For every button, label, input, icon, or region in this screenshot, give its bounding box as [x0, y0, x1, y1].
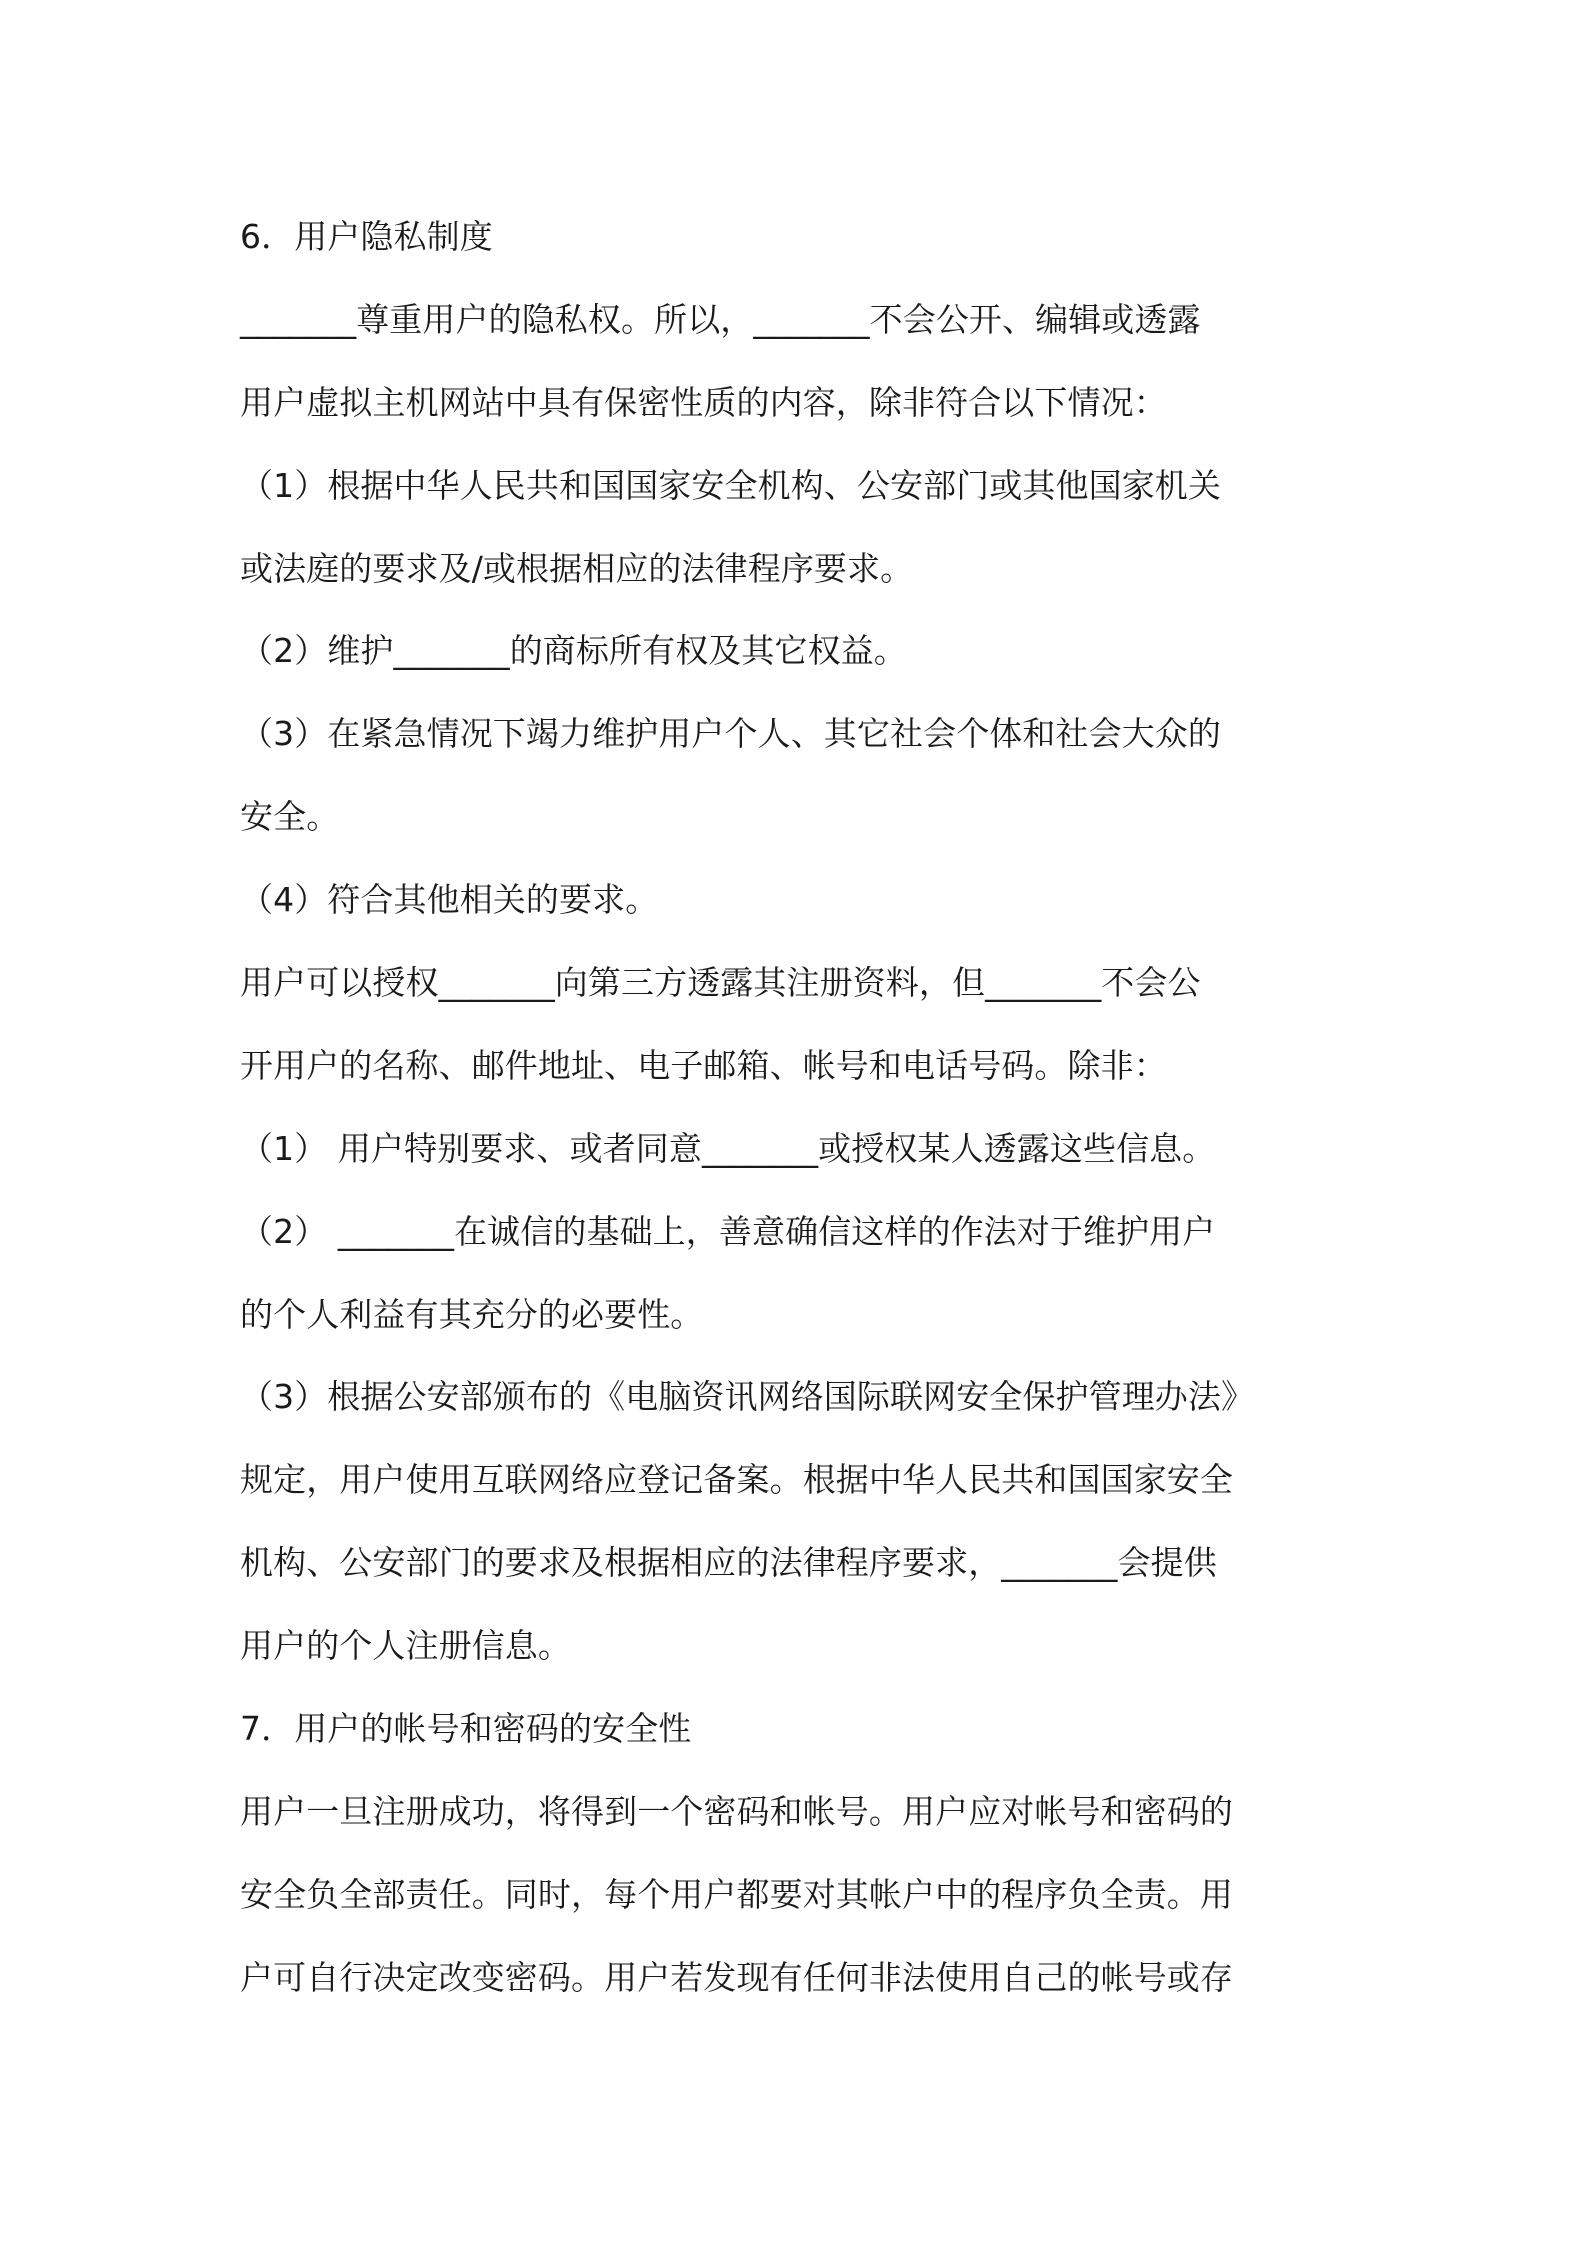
list-item: （1）根据中华人民共和国国家安全机构、公安部门或其他国家机关	[240, 465, 1221, 505]
list-item: （4）符合其他相关的要求。	[240, 880, 659, 920]
text-line: _______尊重用户的隐私权。所以，_______不会公开、编辑或透露	[240, 299, 1201, 339]
section-heading: 6．用户隐私制度	[240, 217, 493, 256]
list-item: （3）在紧急情况下竭力维护用户个人、其它社会个体和社会大众的	[240, 714, 1221, 754]
text-line: 规定，用户使用互联网络应登记备案。根据中华人民共和国国家安全	[240, 1460, 1233, 1500]
text-line: 的个人利益有其充分的必要性。	[240, 1294, 704, 1334]
text-line: 机构、公安部门的要求及根据相应的法律程序要求，_______会提供	[240, 1543, 1217, 1583]
text-line: 开用户的名称、邮件地址、电子邮箱、帐号和电话号码。除非：	[240, 1045, 1167, 1085]
list-item: （2） _______在诚信的基础上，善意确信这样的作法对于维护用户	[240, 1211, 1216, 1251]
text-line: 用户可以授权_______向第三方透露其注册资料，但_______不会公	[240, 963, 1201, 1003]
text-line: 安全。	[240, 797, 340, 837]
list-item: （3）根据公安部颁布的《电脑资讯网络国际联网安全保护管理办法》	[240, 1377, 1255, 1417]
text-line: 户可自行决定改变密码。用户若发现有任何非法使用自己的帐号或存	[240, 1957, 1233, 1997]
text-line: 安全负全部责任。同时，每个用户都要对其帐户中的程序负全责。用	[240, 1874, 1233, 1914]
text-line: 用户的个人注册信息。	[240, 1626, 571, 1666]
document-body	[240, 196, 1360, 2020]
list-item: （2）维护_______的商标所有权及其它权益。	[240, 631, 907, 671]
text-line: 用户一旦注册成功，将得到一个密码和帐号。用户应对帐号和密码的	[240, 1791, 1233, 1831]
section-heading: 7．用户的帐号和密码的安全性	[240, 1709, 692, 1749]
list-item: （1） 用户特别要求、或者同意_______或授权某人透露这些信息。	[240, 1128, 1216, 1168]
text-line: 或法庭的要求及/或根据相应的法律程序要求。	[240, 548, 914, 588]
text-line: 用户虚拟主机网站中具有保密性质的内容，除非符合以下情况：	[240, 382, 1167, 422]
